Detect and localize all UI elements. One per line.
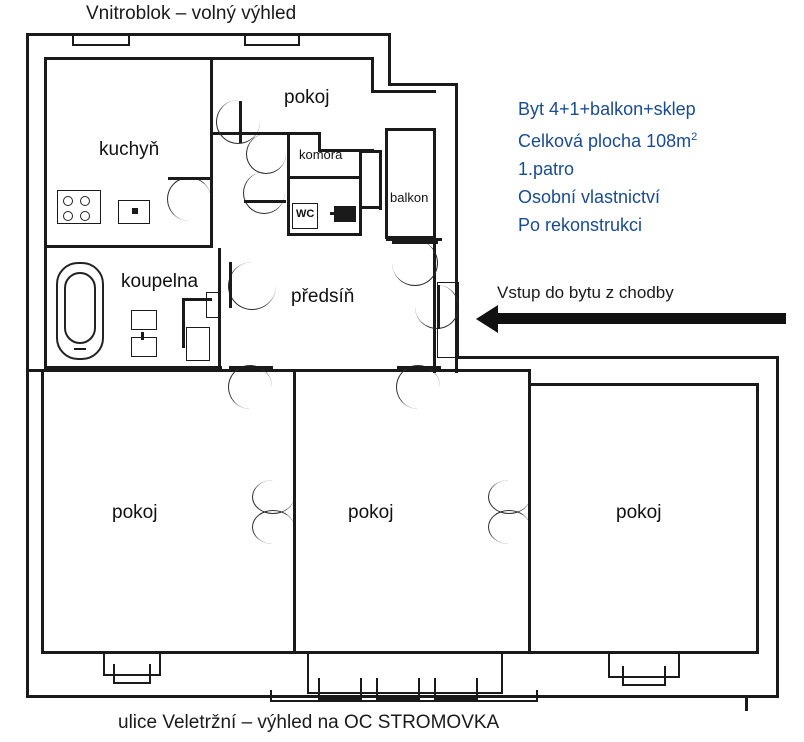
balcony-top <box>385 128 435 131</box>
info-line-5: Po rekonstrukci <box>518 215 643 235</box>
wall-wc-left <box>287 176 290 236</box>
info-line-1: Byt 4+1+balkon+sklep <box>518 99 696 119</box>
door-leaf-kitchen-hall <box>239 101 242 143</box>
info-line-3: 1.patro <box>518 159 575 179</box>
outer-wall-top-right-step <box>388 33 391 85</box>
wall-kitchen-bottom <box>44 245 213 248</box>
area-superscript: 2 <box>691 131 698 143</box>
door-leaf-balcony <box>392 241 438 244</box>
window-top-2-right <box>298 34 300 46</box>
door-leaf-kitchen <box>168 177 210 180</box>
room-label-pokoj-right: pokoj <box>616 502 662 523</box>
room-label-pokoj-top: pokoj <box>284 87 330 108</box>
window-top-1-right <box>128 34 130 46</box>
door-arc-bathroom <box>228 262 276 310</box>
door-leaf-bathroom <box>229 262 232 308</box>
door-arc-kitchen <box>167 177 211 221</box>
wc-sink-tap <box>330 212 337 215</box>
door-arc-room2-room3-upper <box>488 480 530 514</box>
inner-wall-top-right-step <box>371 57 374 93</box>
entry-door-frame <box>437 282 459 358</box>
property-info-block <box>518 95 697 239</box>
stove-burner-1 <box>63 196 73 206</box>
riser-vertical <box>379 150 382 210</box>
window-top-2 <box>244 44 300 46</box>
inner-wall-top <box>44 57 374 60</box>
bottom-caption: ulice Veletržní – výhled na OC STROMOVKA <box>118 712 500 733</box>
door-arc-room1-room2-upper <box>252 480 294 514</box>
outer-wall-top <box>26 33 391 36</box>
stove-burner-4 <box>80 211 90 221</box>
door-arc-komora <box>246 134 286 174</box>
bathtub-inner <box>64 272 96 344</box>
wall-bath-left <box>44 252 47 367</box>
entry-caption: Vstup do bytu z chodby <box>497 283 674 302</box>
wall-komora-right <box>359 149 362 179</box>
washing-machine <box>131 337 157 357</box>
room-label-predsin: předsíň <box>291 286 355 307</box>
room-label-koupelna: koupelna <box>121 271 199 292</box>
room-label-pokoj-left: pokoj <box>112 502 158 523</box>
entry-arrow-head <box>476 305 498 333</box>
info-line-4: Osobní vlastnictví <box>518 187 661 207</box>
info-line-2: Celková plocha $108m^2$ <box>518 131 698 151</box>
door-arc-wc <box>243 172 285 214</box>
outer-wall-left <box>26 33 29 698</box>
kitchen-sink-tap <box>132 208 138 214</box>
room-label-komora: komora <box>299 147 343 162</box>
door-leaf-wc <box>244 200 286 203</box>
lower-block-top-right <box>528 383 756 386</box>
komora-pipe-right <box>361 150 381 153</box>
window-top-1-left <box>72 34 74 46</box>
bathtub-drain <box>74 348 86 350</box>
door-arc-room1-room2-lower <box>252 510 294 544</box>
wall-room2-left <box>293 372 296 654</box>
wall-room3-left <box>528 372 531 654</box>
door-arc-room2 <box>396 365 440 409</box>
door-leaf-room2 <box>397 366 441 369</box>
entry-arrow-shaft <box>498 313 786 324</box>
bath-pipe-vertical <box>182 298 185 348</box>
balcony-left <box>385 128 388 238</box>
door-arc-room2-room3-lower <box>488 510 530 544</box>
wall-wc-bottom <box>287 233 362 236</box>
wall-komora-bottom <box>287 176 362 179</box>
outer-wall-top-notch <box>388 83 458 86</box>
room-label-kuchyn: kuchyň <box>99 139 160 160</box>
wall-kitchen-right <box>210 57 213 247</box>
room-label-pokoj-mid: pokoj <box>348 502 394 523</box>
door-leaf-room1 <box>229 366 273 369</box>
window-top-1 <box>72 44 130 46</box>
stove-burner-2 <box>80 196 90 206</box>
stove-burner-3 <box>63 211 73 221</box>
wall-stub-bottom-right <box>745 695 748 711</box>
sink-pipe <box>141 332 144 340</box>
wc-pipe-right <box>361 206 381 209</box>
bath-boiler <box>186 327 210 361</box>
wc-sink <box>334 206 356 222</box>
wall-komora-left <box>287 135 290 178</box>
bay-window-room1-inner <box>113 664 151 684</box>
inner-wall-notch <box>371 90 436 93</box>
outer-wall-right-lower <box>776 356 779 698</box>
door-arc-balcony <box>392 240 438 286</box>
room-label-wc: WC <box>296 208 315 220</box>
bath-niche <box>206 292 220 318</box>
outer-wall-corridor-top <box>455 356 779 359</box>
bathroom-sink <box>131 310 157 330</box>
wall-room3-right <box>756 383 759 654</box>
bay-window-room3-inner <box>622 666 666 686</box>
street-ledge <box>270 690 538 702</box>
top-caption: Vnitroblok – volný výhled <box>86 3 297 24</box>
window-top-2-left <box>244 34 246 46</box>
wall-room1-left <box>41 372 44 654</box>
door-arc-room1 <box>228 365 272 409</box>
room-label-balkon: balkon <box>390 190 429 205</box>
